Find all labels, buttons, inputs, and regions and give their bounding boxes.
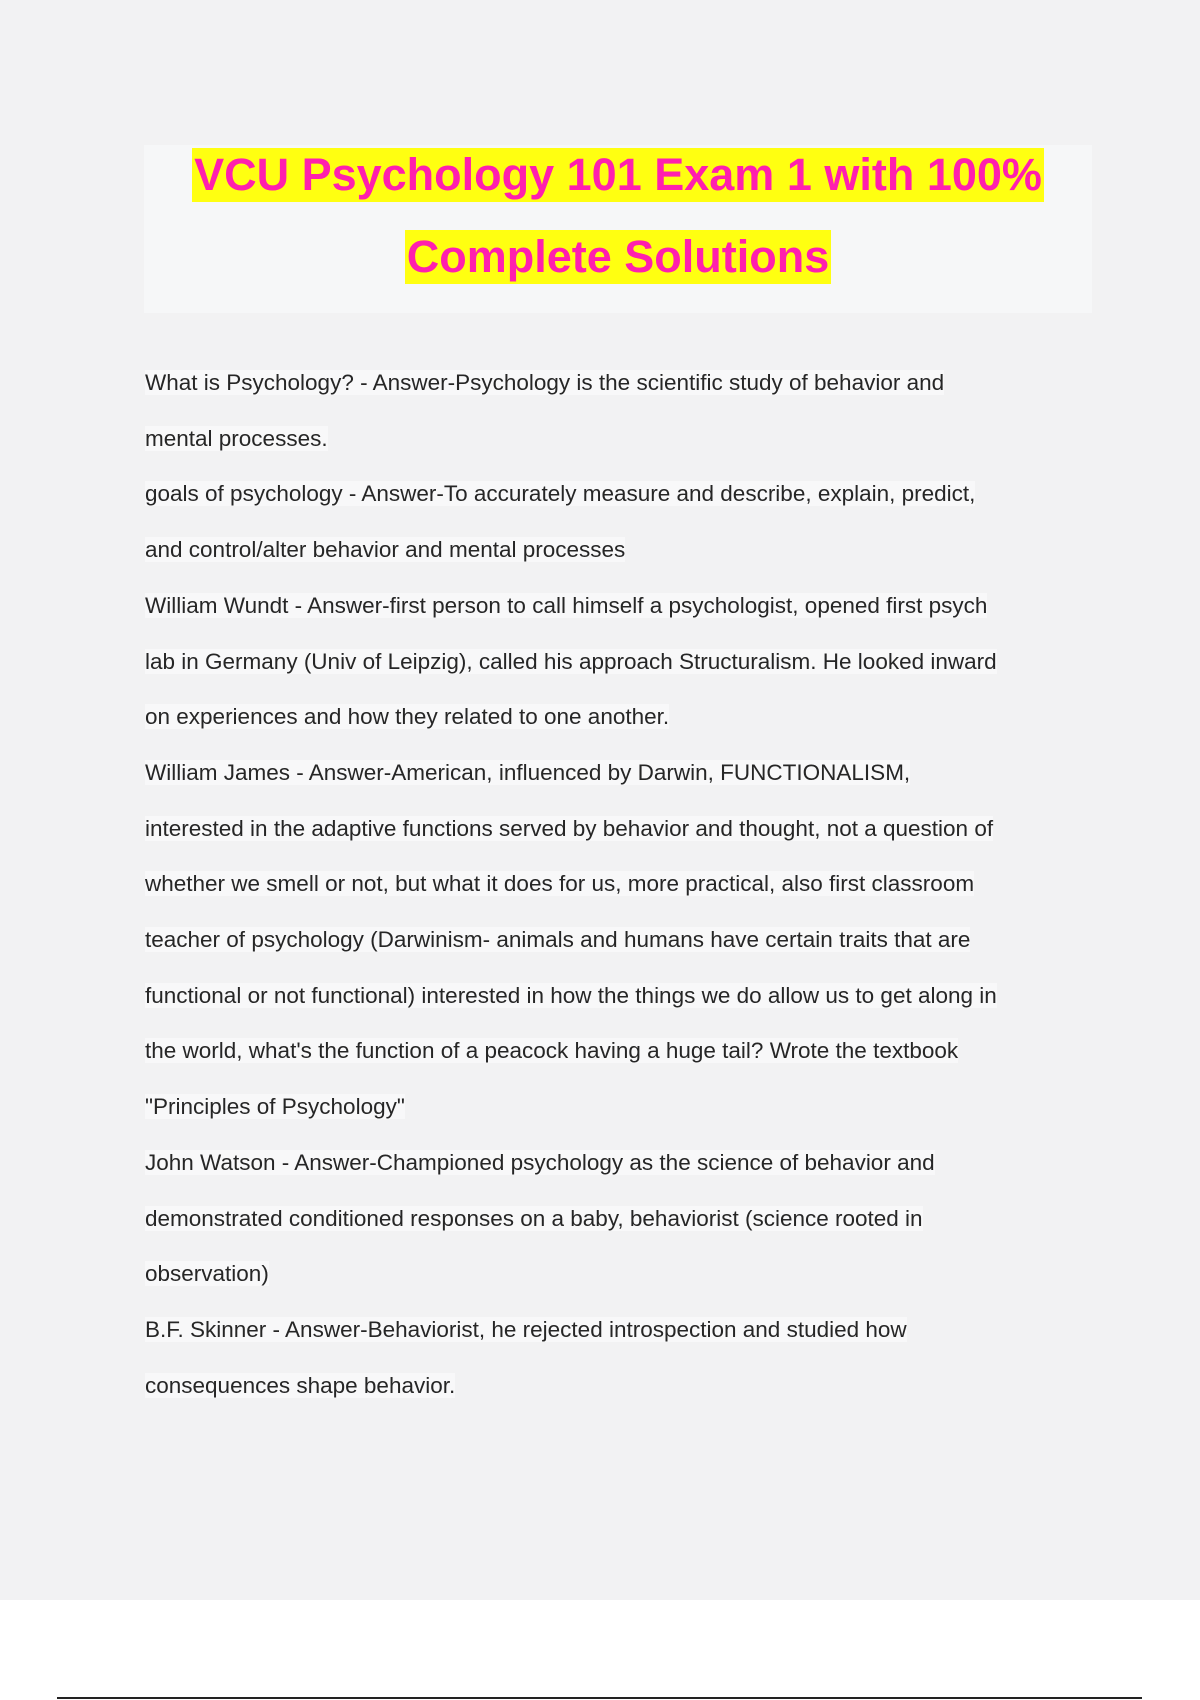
body-line: functional or not functional) interested in how the things we do allow us to get along in <box>145 982 997 1008</box>
body-line: William Wundt - Answer-first person to call himself a psychologist, opened first psych <box>145 592 988 618</box>
body-line: teacher of psychology (Darwinism- animals and humans have certain traits that are <box>145 927 971 953</box>
body-line: B.F. Skinner - Answer-Behaviorist, he rejected introspection and studied how <box>145 1316 907 1342</box>
body-line: on experiences and how they related to one another. <box>145 704 670 730</box>
body-line: John Watson - Answer-Championed psychology as the science of behavior and <box>145 1149 935 1175</box>
document-title-line-1: VCU Psychology 101 Exam 1 with 100% <box>194 149 1042 200</box>
body-line: interested in the adaptive functions served by behavior and thought, not a question of <box>145 815 994 841</box>
body-line: observation) <box>145 1261 269 1287</box>
document-title-line-2: Complete Solutions <box>406 231 830 282</box>
body-line: mental processes. <box>145 425 328 451</box>
body-line: the world, what's the function of a peacock having a huge tail? Wrote the textbook <box>145 1038 959 1064</box>
document-body <box>145 355 1085 1413</box>
body-line: demonstrated conditioned responses on a baby, behaviorist (science rooted in <box>145 1205 923 1231</box>
body-line: and control/alter behavior and mental processes <box>145 537 626 563</box>
body-line: "Principles of Psychology" <box>145 1094 405 1120</box>
body-line: lab in Germany (Univ of Leipzig), called his approach Structuralism. He looked inward <box>145 648 997 674</box>
body-line: William James - Answer-American, influenced by Darwin, FUNCTIONALISM, <box>145 759 911 785</box>
body-line: consequences shape behavior. <box>145 1372 456 1398</box>
body-line: What is Psychology? - Answer-Psychology is the scientific study of behavior and <box>145 370 945 395</box>
body-line: goals of psychology - Answer-To accurately measure and describe, explain, predict, <box>145 481 976 507</box>
footer-divider <box>57 1697 1142 1699</box>
title-block <box>144 145 1092 313</box>
body-line: whether we smell or not, but what it does for us, more practical, also first classroom <box>145 871 975 897</box>
